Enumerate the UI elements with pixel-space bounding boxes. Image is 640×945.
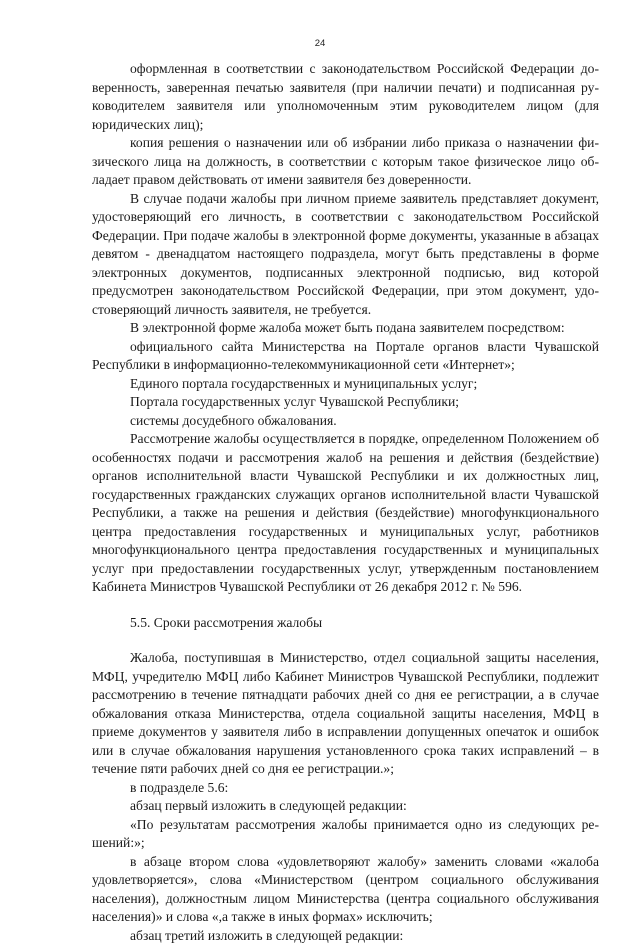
- paragraph: «По результатам рассмотрения жалобы принимается одно из следующих решений:»;: [92, 816, 599, 853]
- paragraph: Единого портала государственных и муниципальных услуг;: [92, 375, 599, 394]
- paragraph: В электронной форме жалоба может быть подана заявителем посредством:: [92, 319, 599, 338]
- paragraph: В случае подачи жалобы при личном приеме заявитель представляет документ, удостоверяющий его личность, в соответствии с законодательством Российской Федерации. При подаче жалобы в электронной форме документы, указанные в абзацах девятом - двенадцатом настоящего подраздела, могут быть представлены в форме электронных документов, подписанных электронной подписью, вид которой предусмотрен законодательством Российской Федерации, при этом документ, удостоверяющий личность заявителя, не требуется.: [92, 190, 599, 320]
- paragraph: официального сайта Министерства на Портале органов власти Чувашской Республики в информационно-телекоммуникационной сети «Интернет»;: [92, 338, 599, 375]
- paragraph: оформленная в соответствии с законодательством Российской Федерации доверенность, заверенная печатью заявителя (при наличии печати) и подписанная руководителем заявителя или уполномоченным этим руководителем лицом (для юридических лиц);: [92, 60, 599, 134]
- paragraph: Жалоба, поступившая в Министерство, отдел социальной защиты населения, МФЦ, учредителю МФЦ либо Кабинет Министров Чувашской Республики, подлежит рассмотрению в течение пятнадцати рабочих дней со дня ее регистрации, а в случае обжалования отказа Министерства, отдела социальной защиты населения, МФЦ в приеме документов у заявителя либо в исправлении допущенных опечаток и ошибок или в случае обжалования нарушения установленного срока таких исправлений – в течение пяти рабочих дней со дня ее регистрации.»;: [92, 649, 599, 779]
- section-heading: 5.5. Сроки рассмотрения жалобы: [92, 614, 599, 633]
- document-body: [92, 60, 599, 945]
- paragraph: абзац первый изложить в следующей редакции:: [92, 797, 599, 816]
- paragraph: в абзаце втором слова «удовлетворяют жалобу» заменить словами «жалоба удовлетворяется», слова «Министерством (центром социального обслуживания населения), должностным лицом Министерства (центра социального обслуживания населения)» и слова «,а также в иных формах» исключить;: [92, 853, 599, 927]
- paragraph: в подразделе 5.6:: [92, 779, 599, 798]
- paragraph: системы досудебного обжалования.: [92, 412, 599, 431]
- paragraph: Портала государственных услуг Чувашской Республики;: [92, 393, 599, 412]
- paragraph: копия решения о назначении или об избрании либо приказа о назначении физического лица на должность, в соответствии с которым такое физическое лицо обладает правом действовать от имени заявителя без доверенности.: [92, 134, 599, 190]
- paragraph: Рассмотрение жалобы осуществляется в порядке, определенном Положением об особенностях подачи и рассмотрения жалоб на решения и действия (бездействие) органов исполнительной власти Чувашской Республики и их должностных лиц, государственных гражданских служащих органов исполнительной власти Чувашской Республики, а также на решения и действия (бездействие) многофункционального центра предоставления государственных и муниципальных услуг, работников многофункционального центра предоставления государственных и муниципальных услуг при предоставлении государственных услуг, утвержденным постановлением Кабинета Министров Чувашской Республики от 26 декабря 2012 г. № 596.: [92, 430, 599, 597]
- page-number: 24: [0, 38, 640, 49]
- paragraph: абзац третий изложить в следующей редакции:: [92, 927, 599, 945]
